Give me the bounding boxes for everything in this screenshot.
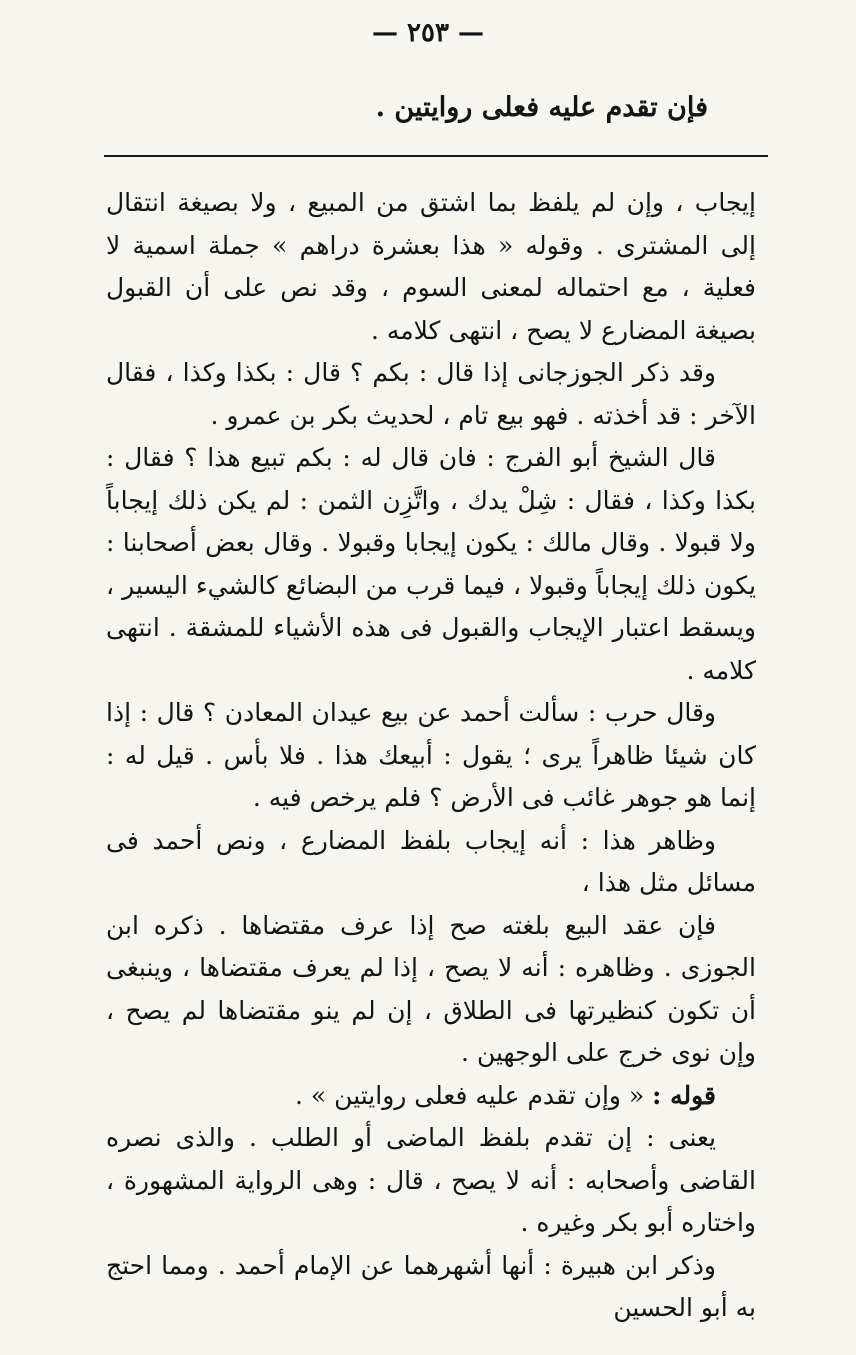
commentary-paragraph-quote [106, 1075, 756, 1118]
commentary-paragraph: وذكر ابن هبيرة : أنها أشهرهما عن الإمام أحمد . ومما احتج به أبو الحسين [106, 1250, 756, 1322]
commentary-paragraph: إيجاب ، وإن لم يلفظ بما اشتق من المبيع ، ولا بصيغة انتقال إلى المشترى . وقوله « هذا بعشرة دراهم » جملة اسمية لا فعلية ، مع احتماله لمعنى السوم ، وقد نص على أن القبول بصيغة المضارع لا يصح ، انتهى كلامه . [106, 188, 756, 345]
commentary-body [106, 182, 756, 1330]
page-number: — ٢٥٣ — [371, 18, 485, 48]
matn-line: فإن تقدم عليه فعلى روايتين . [375, 92, 708, 123]
quoted-matn: « وإن تقدم عليه فعلى روايتين » . [295, 1080, 653, 1110]
commentary-paragraph: وظاهر هذا : أنه إيجاب بلفظ المضارع ، ونص أحمد فى مسائل مثل هذا ، [106, 825, 756, 897]
commentary-paragraph: قال الشيخ أبو الفرج : فان قال له : بكم تبيع هذا ؟ فقال : بكذا وكذا ، فقال : شِلْ يدك ، واتَّزِن الثمن : لم يكن ذلك إيجاباً ولا قبولا . وقال مالك : يكون إيجابا وقبولا . وقال بعض أصحابنا : يكون ذلك إيجاباً وقبولا ، فيما قرب من البضائع كالشيء اليسير ، ويسقط اعتبار الإيجاب والقبول فى هذه الأشياء للمشقة . انتهى كلامه . [106, 443, 756, 685]
separator-rule [104, 155, 768, 157]
commentary-paragraph: وقال حرب : سألت أحمد عن بيع عيدان المعادن ؟ قال : إذا كان شيئا ظاهراً يرى ؛ يقول : أبيعك هذا . فلا بأس . قيل له : إنما هو جوهر غائب فى الأرض ؟ فلم يرخص فيه . [106, 698, 756, 812]
commentary-paragraph: يعنى : إن تقدم بلفظ الماضى أو الطلب . والذى نصره القاضى وأصحابه : أنه لا يصح ، قال : وهى الرواية المشهورة ، واختاره أبو بكر وغيره . [106, 1123, 756, 1237]
commentary-paragraph: وقد ذكر الجوزجانى إذا قال : بكم ؟ قال : بكذا وكذا ، فقال الآخر : قد أخذته . فهو بيع تام ، لحديث بكر بن عمرو . [106, 358, 756, 430]
commentary-paragraph: فإن عقد البيع بلغته صح إذا عرف مقتضاها . ذكره ابن الجوزى . وظاهره : أنه لا يصح ، إذا لم يعرف مقتضاها ، وينبغى أن تكون كنظيرتها فى الطلاق ، إن لم ينو مقتضاها لم يصح ، وإن نوى خرج على الوجهين . [106, 910, 756, 1067]
qawluhu-lead: قوله : [652, 1080, 716, 1110]
